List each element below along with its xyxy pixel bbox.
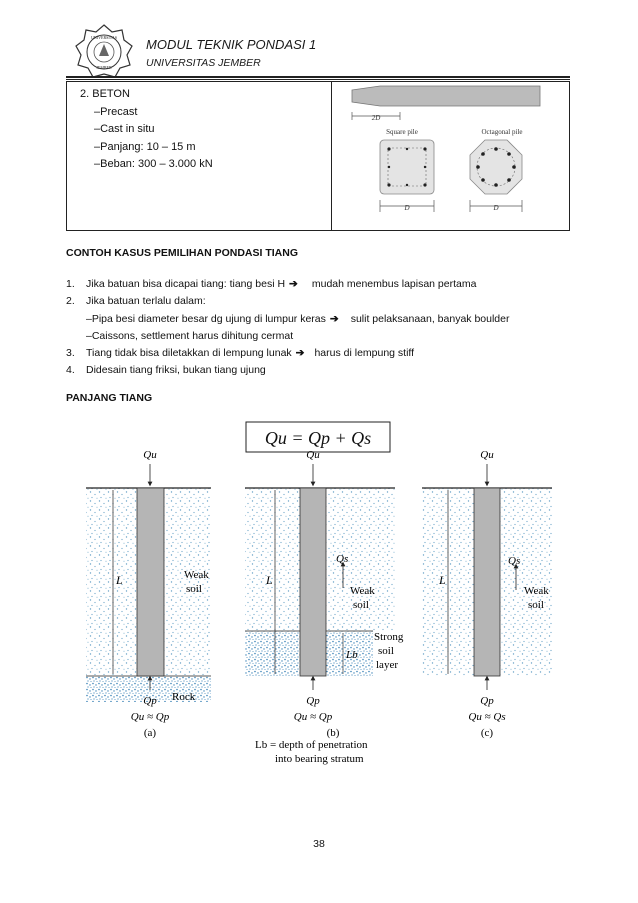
lb-definition: Lb = depth of penetration — [255, 739, 368, 751]
octagonal-d-label: D — [493, 204, 499, 212]
beton-line: –Panjang: 10 – 15 m — [94, 140, 196, 153]
qu-label: Qu — [143, 449, 157, 461]
l-label: L — [266, 573, 273, 587]
qu-label: Qu — [306, 449, 320, 461]
weak-soil-label: soil — [186, 583, 202, 595]
list-result: sulit pelaksanaan, banyak boulder — [350, 312, 510, 325]
qs-label: Qs — [508, 555, 521, 567]
header-subtitle: UNIVERSITAS JEMBER — [146, 57, 261, 69]
square-d-label: D — [404, 204, 410, 212]
strong-soil-label: layer — [376, 659, 398, 671]
qp-label: Qp — [306, 695, 320, 707]
beton-title: 2. BETON — [80, 88, 130, 100]
list-number: 1. — [66, 278, 75, 290]
university-logo — [72, 22, 136, 82]
arrow-right-icon: ➔ — [329, 312, 339, 325]
octagonal-pile-label: Octagonal pile — [481, 128, 523, 136]
list-result: harus di lempung stiff — [314, 347, 415, 360]
weak-soil-label: soil — [353, 599, 369, 611]
rock-label: Rock — [172, 691, 196, 703]
strong-soil-label: Strong — [374, 631, 404, 643]
pile-body — [352, 86, 540, 106]
list-number: 2. — [66, 295, 75, 308]
weak-soil-label: Weak — [184, 569, 209, 581]
beton-line: –Precast — [94, 105, 138, 118]
qp-label: Qp — [143, 695, 157, 707]
arrow-right-icon: ➔ — [295, 347, 305, 360]
header-rule-thin — [66, 79, 570, 80]
list-text: Jika batuan terlalu dalam: — [86, 295, 206, 308]
list-result: mudah menembus lapisan pertama — [311, 278, 477, 290]
qu-approx-label: Qu ≈ Qp — [293, 711, 333, 723]
square-pile-label: Square pile — [386, 128, 418, 136]
list-item — [66, 328, 509, 345]
list-item — [66, 311, 509, 328]
qu-approx-label: Qu ≈ Qp — [130, 711, 170, 723]
weak-soil-label: soil — [528, 599, 544, 611]
list-text: –Caissons, settlement harus dihitung cermat — [86, 329, 294, 342]
l-label: L — [116, 573, 123, 587]
list-text: –Pipa besi diameter besar dg ujung di lumpur keras — [86, 312, 326, 325]
caption-b: (b) — [326, 727, 340, 739]
list-text: Didesain tiang friksi, bukan tiang ujung — [86, 364, 266, 377]
list-number — [66, 328, 86, 345]
weak-soil-label: Weak — [350, 585, 375, 597]
caption-c: (c) — [480, 727, 494, 739]
beton-line: –Beban: 300 – 3.000 kN — [94, 158, 213, 170]
pile-case-a — [86, 449, 211, 739]
l-label: L — [439, 573, 446, 587]
qu-label: Qu — [480, 449, 494, 461]
logo-text-bottom: JEMBER — [96, 65, 112, 70]
caption-a: (a) — [143, 727, 157, 739]
table-column-divider — [331, 81, 332, 231]
formula: Qu = Qp + Qs — [264, 428, 372, 448]
list-text: Jika batuan bisa dicapai tiang: tiang besi H — [86, 278, 286, 290]
logo-text-top: UNIVERSITAS — [91, 35, 117, 40]
section-heading-examples: CONTOH KASUS PEMILIHAN PONDASI TIANG — [66, 247, 298, 259]
examples-list — [66, 276, 509, 380]
qs-label: Qs — [336, 553, 349, 565]
list-text: Tiang tidak bisa diletakkan di lempung lunak — [86, 347, 292, 360]
pile-case-c — [422, 449, 552, 739]
list-item — [66, 345, 509, 362]
beton-line: –Cast in situ — [94, 123, 155, 135]
strong-soil-label: soil — [378, 645, 394, 657]
list-number: 3. — [66, 347, 75, 360]
list-item — [66, 276, 509, 293]
page-number: 38 — [313, 838, 325, 850]
qu-approx-label: Qu ≈ Qs — [468, 711, 506, 723]
header-title: MODUL TEKNIK PONDASI 1 — [146, 37, 317, 52]
pile-length-figure — [80, 418, 560, 770]
section-heading-pile-length: PANJANG TIANG — [66, 392, 153, 404]
pile-length-label: 2D — [371, 114, 381, 122]
list-number — [66, 311, 86, 328]
arrow-right-icon: ➔ — [289, 278, 298, 290]
header-rule — [66, 76, 570, 78]
weak-soil-label: Weak — [524, 585, 549, 597]
lb-definition: into bearing stratum — [275, 753, 364, 765]
list-item — [66, 293, 509, 310]
concrete-pile-figure — [340, 84, 566, 229]
qp-label: Qp — [480, 695, 494, 707]
lb-label: Lb — [346, 649, 358, 661]
list-number: 4. — [66, 364, 75, 377]
list-item — [66, 362, 509, 379]
pile-case-b — [245, 449, 404, 765]
beton-description — [80, 86, 213, 174]
